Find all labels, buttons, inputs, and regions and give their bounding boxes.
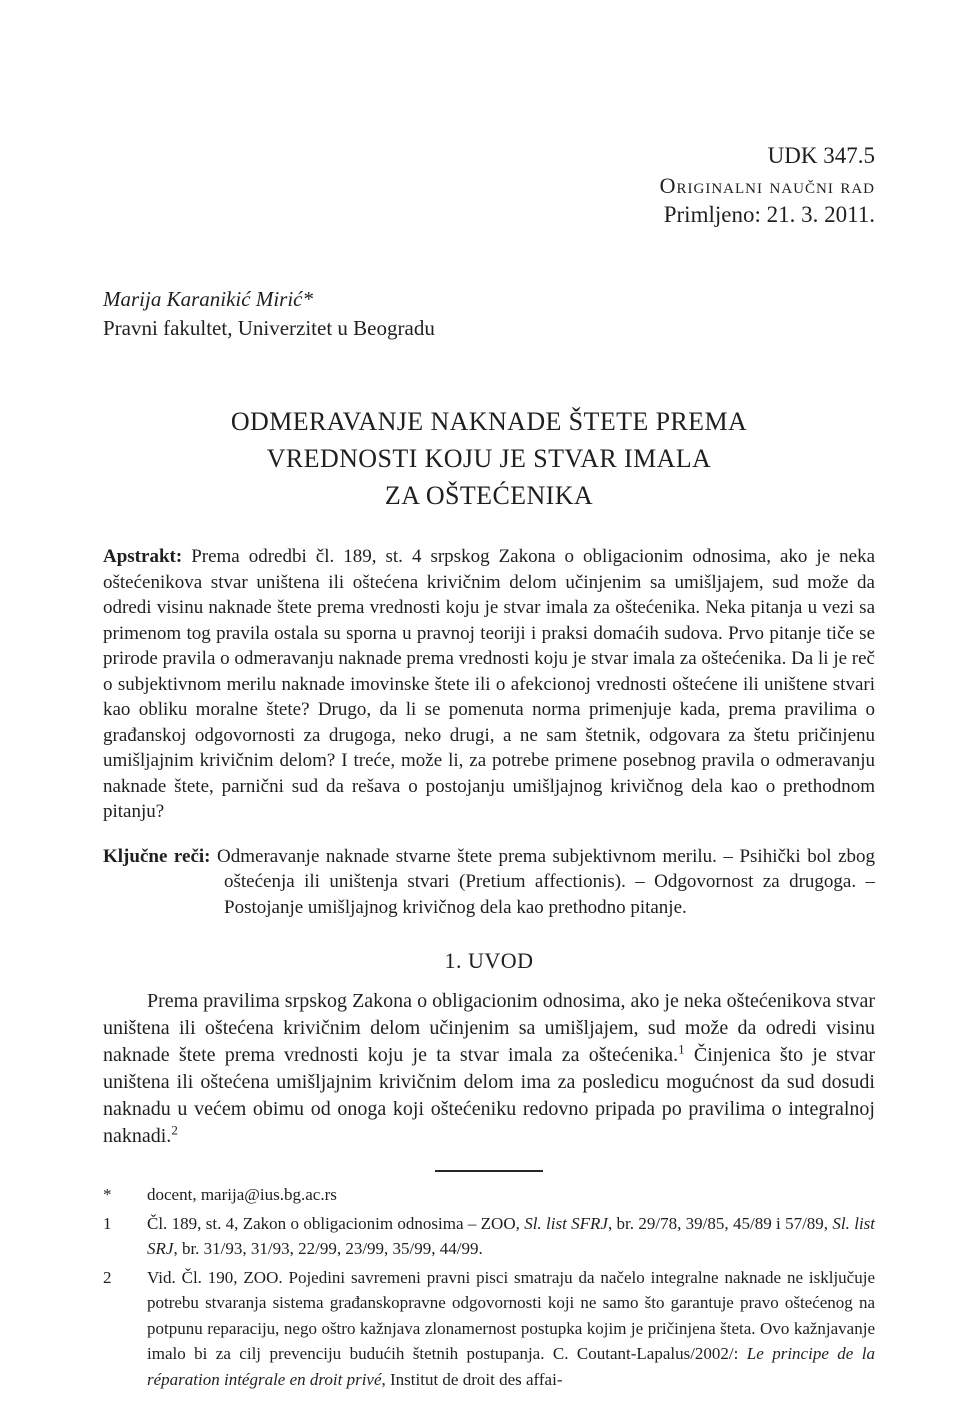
footnote-2 xyxy=(103,1265,875,1393)
footnote-separator xyxy=(435,1170,543,1172)
title-line-2: VREDNOSTI KOJU JE STVAR IMALA xyxy=(266,444,712,473)
intro-paragraph-part-1: Prema pravilima srpskog Zakona o obligacionim odnosima, ako je neka oštećenikova stvar uništena ili oštećena krivičnim delom učinjenim sa umišljajem, sud može da odredi visinu naknade štete prema vrednosti koju je ta stvar imala za oštećenika. xyxy=(103,990,875,1066)
footnote-star xyxy=(103,1182,875,1208)
footnote-ref-2: 2 xyxy=(171,1122,178,1138)
author-affiliation: Pravni fakultet, Univerzitet u Beogradu xyxy=(103,316,435,340)
footnote-text: docent, marija@ius.bg.ac.rs xyxy=(147,1185,337,1204)
article-title xyxy=(103,403,875,514)
received-date: Primljeno: 21. 3. 2011. xyxy=(663,202,875,227)
footnote-marker: * xyxy=(103,1185,112,1204)
footnote-1-part-2: , br. 29/78, 39/85, 45/89 i 57/89, xyxy=(607,1213,833,1233)
author-name: Marija Karanikić Mirić* xyxy=(103,287,313,311)
footnote-1 xyxy=(103,1211,875,1262)
footnote-text xyxy=(147,1211,875,1262)
keywords-text: Odmeravanje naknade stvarne štete prema subjektivnom merilu. – Psihički bol zbog oštećenja ili uništenja stvari (Pretium affectionis). – Odgovornost za drugoga. – Postojanje umišljajnog krivičnog dela kao prethodno pitanje. xyxy=(217,845,876,918)
footnote-text xyxy=(147,1265,875,1393)
footnote-marker: 2 xyxy=(103,1267,112,1287)
udk-number: UDK 347.5 xyxy=(767,143,875,168)
footnote-2-italic-1: Le principe de la réparation intégrale en droit privé xyxy=(147,1344,875,1389)
intro-paragraph-part-2: Činjenica što je stvar uništena ili oštećena umišljajnim krivičnim delom ima za posledicu mogućnost da sud dosudi naknadu u većem obimu od onoga koji oštećeniku redovno pripada po pravilima o integralnoj naknadi. xyxy=(103,1044,875,1147)
footnote-1-part-1: Čl. 189, st. 4, Zakon o obligacionim odnosima – ZOO, xyxy=(147,1213,525,1233)
article-meta-block xyxy=(103,0,875,230)
article-type: Originalni naučni rad xyxy=(659,173,875,198)
footnote-ref-1: 1 xyxy=(678,1041,685,1057)
section-heading-uvod: 1. UVOD xyxy=(444,948,534,973)
title-line-3: ZA OŠTEĆENIKA xyxy=(384,481,594,510)
keywords-paragraph xyxy=(103,844,875,921)
footnote-2-part-2: , Institut de droit des affai- xyxy=(381,1369,563,1389)
footnote-1-italic-2: Sl. list SRJ xyxy=(147,1213,876,1258)
footnote-marker: 1 xyxy=(103,1213,112,1233)
footnote-1-part-3: , br. 31/93, 31/93, 22/99, 23/99, 35/99, 44/99. xyxy=(173,1239,483,1258)
title-line-1: ODMERAVANJE NAKNADE ŠTETE PREMA xyxy=(230,407,748,436)
footnotes-section xyxy=(103,1182,875,1392)
keywords-label: Ključne reči: xyxy=(103,845,211,867)
abstract-text: Prema odredbi čl. 189, st. 4 srpskog Zakona o obligacionim odnosima, ako je neka oštećenikova stvar uništena ili oštećena krivičnim delom učinjenim sa umišljajem, sud može da odredi visinu naknade štete prema vrednosti koju je stvar imala za oštećenika. Neka pitanja u vezi sa primenom tog pravila ostala su sporna u pravnoj teoriji i praksi domaćih sudova. Prvo pitanje tiče se prirode pravila o odmeravanju naknade prema vrednosti koju je stvar imala za oštećenika. Da li je reč o subjektivnom merilu naknade imovinske štete ili o afekcionoj vrednosti oštećene ili uništene stvari kao obliku moralne štete? Drugo, da li se pomenuta norma primenjuje kada, prema pravilima o građanskoj odgovornosti za drugoga, neko drugi, a ne sam štetnik, odgovara za štetu pričinjenu umišljajnim krivičnim delom? I treće, može li, za potrebe primene posebnog pravila o odmeravanju naknade štete, parnični sud da rešava o postojanju umišljajnog krivičnog dela kao o prethodnom pitanju? xyxy=(103,546,875,822)
author-block xyxy=(103,285,875,343)
footnote-2-part-1: Vid. Čl. 190, ZOO. Pojedini savremeni pravni pisci smatraju da načelo integralne naknade ne isključuje potrebu stvaranja sistema građanskopravne odgovornosti koji ne samo što garantuje pravo oštećenog na potpunu reparaciju, nego oštro kažnjava zlonamernost postupka kojim je pričinjena šteta. Ovo kažnjavanje imalo bi za cilj prevenciju budućih štetnih postupanja. C. Coutant-Lapalus/2002/: xyxy=(147,1267,875,1363)
footnote-1-italic-1: Sl. list SFRJ xyxy=(524,1213,608,1233)
abstract-paragraph xyxy=(103,544,875,825)
intro-paragraph xyxy=(103,988,875,1150)
abstract-label: Apstrakt: xyxy=(103,546,183,567)
